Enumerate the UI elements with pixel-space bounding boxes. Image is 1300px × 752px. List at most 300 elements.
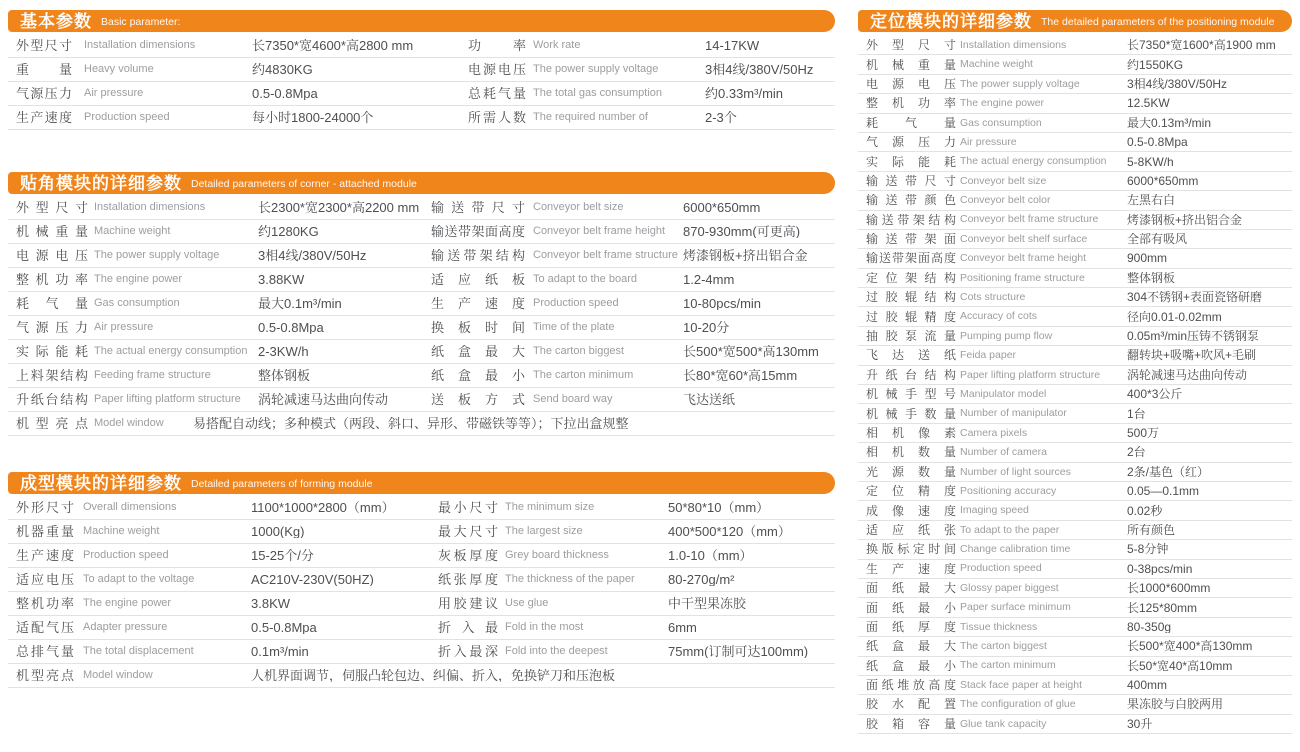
- param-label-en: Paper lifting platform structure: [960, 369, 1101, 381]
- param-value: 最大0.1m³/min: [258, 297, 342, 310]
- param-value: 涡轮减速马达曲向传动: [1127, 368, 1248, 381]
- table-row: [460, 34, 835, 58]
- section-title-cn: 基本参数: [20, 11, 92, 31]
- table-row: [858, 560, 1292, 579]
- param-label-en: Conveyor belt frame height: [960, 253, 1087, 264]
- section-title-cn: 贴角模块的详细参数: [20, 173, 182, 193]
- table-row: [858, 482, 1292, 501]
- param-label-en: Send board way: [533, 394, 613, 405]
- table-row: [423, 196, 835, 220]
- param-value: 3.8KW: [251, 597, 291, 610]
- param-label-cn: 整机功率: [16, 597, 74, 610]
- section-title-en: Detailed parameters of forming module: [191, 478, 373, 490]
- param-label-cn: 面纸最小: [866, 601, 956, 614]
- param-value: 约1280KG: [258, 225, 319, 238]
- param-label-en: The minimum size: [505, 502, 595, 513]
- param-value: 10-80pcs/min: [683, 297, 762, 310]
- section-title-en: Basic parameter:: [101, 16, 181, 28]
- param-label-en: Model window: [94, 418, 164, 429]
- param-value: 500万: [1127, 427, 1160, 439]
- param-value: 长125*80mm: [1127, 601, 1198, 614]
- table-row: [858, 385, 1292, 404]
- param-label-en: The carton minimum: [960, 660, 1056, 671]
- param-label-en: Machine weight: [94, 226, 171, 237]
- param-label-cn: 输送带架面高度: [431, 225, 525, 238]
- param-label-cn: 外型尺寸: [16, 39, 72, 52]
- param-label-en: Conveyor belt color: [960, 195, 1051, 206]
- section-header-forming: [8, 472, 835, 494]
- param-label-en: Glossy paper biggest: [960, 582, 1059, 594]
- table-row: [858, 249, 1292, 268]
- basic-rows: [8, 34, 835, 130]
- param-label-en: Production speed: [84, 112, 170, 123]
- param-value: 长80*宽60*高15mm: [683, 369, 798, 382]
- param-label-cn: 外型尺寸: [16, 201, 88, 214]
- table-row: [8, 58, 460, 82]
- param-label-en: Use glue: [505, 598, 549, 609]
- param-label-cn: 适应纸板: [431, 273, 525, 286]
- table-row: [858, 346, 1292, 365]
- table-row: [8, 316, 423, 340]
- table-row: [858, 191, 1292, 210]
- param-label-cn: 上料架结构: [16, 369, 88, 382]
- param-label-en: The total gas consumption: [533, 88, 663, 99]
- param-value: 12.5KW: [1127, 97, 1170, 110]
- param-value: 5-8KW/h: [1127, 155, 1174, 168]
- param-label-cn: 电源电压: [16, 249, 88, 262]
- table-row: [858, 637, 1292, 656]
- param-label-en: Conveyor belt frame height: [533, 226, 666, 237]
- param-label-cn: 电源电压: [468, 63, 526, 76]
- param-label-en: Accuracy of cots: [960, 311, 1038, 322]
- param-label-en: Model window: [83, 670, 153, 681]
- param-label-en: Machine weight: [83, 526, 160, 537]
- param-label-cn: 气源压力: [16, 87, 72, 100]
- param-label-en: Conveyor belt frame structure: [960, 214, 1099, 225]
- param-value: 14-17KW: [705, 39, 760, 52]
- param-value: 长7350*宽4600*高2800 mm: [252, 39, 414, 52]
- param-label-en: Work rate: [533, 40, 581, 51]
- param-label-en: Feida paper: [960, 350, 1017, 361]
- param-label-cn: 定位精度: [866, 485, 956, 498]
- table-row: [858, 404, 1292, 423]
- table-row: [430, 496, 835, 520]
- param-label-cn: 气源压力: [16, 321, 88, 334]
- param-value: 涡轮减速马达曲向传动: [258, 393, 389, 406]
- table-row: [8, 520, 430, 544]
- param-label-cn: 纸盒最大: [431, 345, 525, 358]
- param-label-cn: 机械手数量: [866, 407, 956, 420]
- table-row: [423, 388, 835, 412]
- param-value: 304不锈钢+表面瓷铬研磨: [1127, 291, 1263, 304]
- param-label-cn: 生产速度: [431, 297, 525, 310]
- param-value: 3.88KW: [258, 273, 305, 286]
- param-label-en: Installation dimensions: [84, 40, 196, 51]
- param-value: 30升: [1127, 717, 1153, 730]
- param-label-cn: 成像速度: [866, 504, 956, 517]
- table-row: [423, 268, 835, 292]
- param-label-en: Installation dimensions: [94, 202, 206, 213]
- param-label-en: Production speed: [960, 563, 1042, 574]
- table-row: [858, 288, 1292, 307]
- table-row: [858, 94, 1292, 113]
- param-label-cn: 面纸最大: [866, 582, 956, 595]
- table-row: [858, 598, 1292, 617]
- param-label-cn: 机械重量: [16, 225, 88, 238]
- basic-rows-right: [460, 34, 835, 130]
- table-row: [858, 36, 1292, 55]
- param-label-cn: 输送带架面: [866, 233, 956, 246]
- param-label-en: The carton biggest: [960, 641, 1047, 652]
- param-label-en: The actual energy consumption: [960, 156, 1107, 167]
- param-value: 75mm(订制可达100mm): [668, 645, 809, 658]
- param-label-cn: 相机像素: [866, 427, 956, 439]
- table-row: [423, 220, 835, 244]
- table-row: [8, 34, 460, 58]
- param-label-en: Conveyor belt size: [533, 202, 624, 213]
- table-row: [858, 501, 1292, 520]
- param-value: 整体钢板: [258, 369, 311, 382]
- param-label-en: Pumping pump flow: [960, 330, 1053, 342]
- param-value: 2-3KW/h: [258, 345, 309, 358]
- param-label-cn: 实际能耗: [866, 155, 956, 168]
- param-label-cn: 送板方式: [431, 393, 525, 406]
- param-value: 最大0.13m³/min: [1127, 116, 1212, 129]
- param-label-cn: 输送带颜色: [866, 194, 956, 207]
- left-column: [8, 10, 835, 742]
- section-basic-parameters: [8, 10, 835, 130]
- table-row: [430, 616, 835, 640]
- param-label-cn: 整机功率: [866, 97, 956, 110]
- table-row: [858, 114, 1292, 133]
- param-label-en: Air pressure: [94, 322, 154, 333]
- param-label-cn: 耗气量: [866, 116, 956, 129]
- param-label-en: Gas consumption: [94, 298, 180, 309]
- table-row: [460, 82, 835, 106]
- param-label-en: The configuration of glue: [960, 699, 1076, 710]
- param-label-cn: 机械手型号: [866, 388, 956, 401]
- param-label-en: Adapter pressure: [83, 622, 168, 633]
- param-value: 所有颜色: [1127, 523, 1176, 536]
- param-value: 翻转块+吸嘴+吹风+毛刷: [1127, 349, 1257, 362]
- param-label-cn: 外型尺寸: [866, 39, 956, 52]
- param-label-cn: 升纸台结构: [866, 368, 956, 381]
- param-value: 0.1m³/min: [251, 645, 309, 658]
- param-value: 烤漆钢板+挤出铝合金: [1127, 213, 1243, 226]
- param-label-en: Conveyor belt shelf surface: [960, 233, 1088, 245]
- param-value: 15-25个/分: [251, 549, 314, 562]
- table-row: [8, 388, 423, 412]
- param-label-cn: 胶箱容量: [866, 717, 956, 730]
- table-row: [858, 521, 1292, 540]
- param-label-en: Positioning frame structure: [960, 272, 1085, 284]
- param-value: 飞达送纸: [683, 393, 736, 406]
- param-label-cn: 过胶辊结构: [866, 291, 956, 304]
- param-value: 1100*1000*2800（mm）: [251, 501, 395, 514]
- table-row: [430, 592, 835, 616]
- param-label-cn: 输送带尺寸: [431, 201, 525, 214]
- param-label-cn: 纸盒最大: [866, 640, 956, 653]
- param-label-cn: 纸盒最小: [866, 659, 956, 672]
- param-label-en: The engine power: [94, 274, 183, 285]
- param-label-en: Fold into the deepest: [505, 646, 608, 657]
- param-value: 整体钢板: [1127, 271, 1176, 284]
- corner-rows: [8, 196, 835, 412]
- table-row: [8, 592, 430, 616]
- param-label-en: The power supply voltage: [960, 78, 1080, 90]
- param-label-cn: 电源电压: [866, 77, 956, 90]
- table-row: [858, 211, 1292, 230]
- param-value: 10-20分: [683, 321, 730, 334]
- table-row: [8, 544, 430, 568]
- param-value: 870-930mm(可更高): [683, 225, 801, 238]
- param-label-cn: 升纸台结构: [16, 393, 88, 406]
- param-value: 约0.33m³/min: [705, 87, 784, 100]
- table-row: [423, 292, 835, 316]
- table-row: [858, 172, 1292, 191]
- section-title-en: The detailed parameters of the positioning module: [1041, 16, 1275, 28]
- param-value: 每小时1800-24000个: [252, 111, 374, 124]
- param-label-cn: 实际能耗: [16, 345, 88, 358]
- param-label-cn: 生产速度: [16, 111, 72, 124]
- table-row: [858, 75, 1292, 94]
- param-label-en: Overall dimensions: [83, 502, 177, 513]
- param-value: 400*500*120（mm）: [668, 525, 791, 538]
- param-label-cn: 输送带架结构: [431, 249, 525, 262]
- section-positioning-module: [858, 10, 1292, 734]
- param-label-en: Gas consumption: [960, 117, 1042, 128]
- param-value: 长7350*宽1600*高1900 mm: [1127, 39, 1276, 52]
- param-value: AC210V-230V(50HZ): [251, 573, 374, 586]
- param-value: 3相4线/380V/50Hz: [705, 63, 814, 76]
- param-label-cn: 耗气量: [16, 297, 88, 310]
- param-label-cn: 总排气量: [16, 645, 74, 658]
- table-row: [423, 316, 835, 340]
- param-label-en: Imaging speed: [960, 505, 1029, 516]
- table-row: [8, 268, 423, 292]
- param-label-en: The thickness of the paper: [505, 574, 635, 585]
- param-value: 80-270g/m²: [668, 573, 735, 586]
- param-label-en: Number of manipulator: [960, 408, 1067, 419]
- table-row: [8, 664, 835, 688]
- right-column: [858, 10, 1292, 742]
- param-label-cn: 机型亮点: [16, 417, 88, 430]
- section-header-positioning: [858, 10, 1292, 32]
- param-label-cn: 胶水配置: [866, 698, 956, 711]
- corner-rows-left: [8, 196, 423, 412]
- param-label-en: The power supply voltage: [533, 64, 659, 75]
- section-corner-module: [8, 172, 835, 436]
- table-row: [858, 424, 1292, 443]
- param-label-cn: 最大尺寸: [438, 525, 498, 538]
- param-label-en: Air pressure: [960, 136, 1017, 148]
- table-row: [858, 55, 1292, 74]
- table-row: [8, 244, 423, 268]
- param-label-en: The engine power: [83, 598, 172, 609]
- param-label-cn: 总耗气量: [468, 87, 526, 100]
- table-row: [430, 640, 835, 664]
- param-label-en: Camera pixels: [960, 427, 1028, 439]
- table-row: [430, 568, 835, 592]
- corner-rows-right: [423, 196, 835, 412]
- param-label-en: Number of camera: [960, 447, 1047, 458]
- param-label-cn: 功率: [468, 39, 526, 52]
- table-row: [858, 695, 1292, 714]
- section-title-cn: 成型模块的详细参数: [20, 473, 182, 493]
- param-value: 0.05—0.1mm: [1127, 485, 1200, 498]
- param-label-cn: 生产速度: [866, 562, 956, 575]
- param-label-en: Time of the plate: [533, 322, 615, 333]
- param-label-en: Paper lifting platform structure: [94, 394, 241, 405]
- table-row: [8, 106, 460, 130]
- param-label-cn: 面纸厚度: [866, 620, 956, 633]
- param-label-cn: 灰板厚度: [438, 549, 498, 562]
- param-value: 900mm: [1127, 252, 1168, 265]
- param-value: 2条/基色（红）: [1127, 465, 1210, 478]
- section-header-basic: [8, 10, 835, 32]
- param-value: 烤漆钢板+挤出铝合金: [683, 249, 808, 262]
- param-label-en: To adapt to the board: [533, 274, 637, 285]
- param-label-cn: 过胶辊精度: [866, 310, 956, 323]
- param-value: 果冻胶与白胶两用: [1127, 698, 1224, 711]
- param-label-cn: 机器重量: [16, 525, 74, 538]
- param-label-en: The carton biggest: [533, 346, 625, 357]
- section-header-corner: [8, 172, 835, 194]
- param-value: 0.5-0.8Mpa: [251, 621, 317, 634]
- param-label-cn: 整机功率: [16, 273, 88, 286]
- table-row: [423, 364, 835, 388]
- param-value: 400*3公斤: [1127, 388, 1183, 401]
- param-value: 6mm: [668, 621, 697, 634]
- param-label-en: Change calibration time: [960, 544, 1071, 555]
- param-label-en: The largest size: [505, 526, 583, 537]
- param-label-en: The total displacement: [83, 646, 194, 657]
- table-row: [8, 196, 423, 220]
- param-label-cn: 光源数量: [866, 465, 956, 478]
- table-row: [430, 544, 835, 568]
- basic-rows-left: [8, 34, 460, 130]
- param-label-cn: 纸盒最小: [431, 369, 525, 382]
- table-row: [8, 82, 460, 106]
- param-value: 1000(Kg): [251, 525, 305, 538]
- table-row: [423, 340, 835, 364]
- table-row: [8, 568, 430, 592]
- param-label-cn: 所需人数: [468, 111, 526, 124]
- table-row: [423, 244, 835, 268]
- param-label-cn: 定位架结构: [866, 271, 956, 284]
- param-label-cn: 输送带架面高度: [866, 252, 956, 265]
- param-label-cn: 重量: [16, 63, 72, 76]
- param-label-en: Fold in the most: [505, 622, 584, 633]
- param-label-en: Conveyor belt size: [960, 175, 1047, 187]
- table-row: [8, 496, 430, 520]
- param-label-en: Installation dimensions: [960, 39, 1067, 51]
- param-value: 中干型果冻胶: [668, 597, 747, 610]
- table-row: [8, 640, 430, 664]
- param-label-en: The required number of: [533, 112, 648, 123]
- param-value: 长1000*600mm: [1127, 582, 1211, 595]
- table-row: [8, 220, 423, 244]
- table-row: [8, 340, 423, 364]
- table-row: [460, 58, 835, 82]
- param-label-en: Positioning accuracy: [960, 485, 1057, 497]
- param-label-en: Glue tank capacity: [960, 718, 1047, 730]
- param-value: 6000*650mm: [1127, 174, 1199, 187]
- table-row: [858, 657, 1292, 676]
- param-value: 2台: [1127, 446, 1146, 459]
- param-value: 左黑右白: [1127, 194, 1176, 207]
- param-label-en: Cots structure: [960, 292, 1026, 303]
- param-value: 全部有吸风: [1127, 233, 1188, 246]
- param-value: 长500*宽500*高130mm: [683, 345, 819, 358]
- param-label-en: Paper surface minimum: [960, 602, 1071, 613]
- param-label-cn: 面纸堆放高度: [866, 679, 956, 692]
- param-label-en: Stack face paper at height: [960, 679, 1082, 691]
- param-label-cn: 气源压力: [866, 136, 956, 149]
- param-label-cn: 换板时间: [431, 321, 525, 334]
- table-row: [858, 463, 1292, 482]
- param-label-en: Machine weight: [960, 59, 1033, 70]
- param-value: 6000*650mm: [683, 201, 761, 214]
- param-value: 长500*宽400*高130mm: [1127, 640, 1253, 653]
- param-value: 长2300*宽2300*高2200 mm: [258, 201, 420, 214]
- table-row: [460, 106, 835, 130]
- param-label-cn: 输送带架结构: [866, 213, 956, 226]
- param-value: 0-38pcs/min: [1127, 562, 1193, 575]
- forming-rows: [8, 496, 835, 664]
- param-value: 400mm: [1127, 679, 1168, 692]
- param-label-en: Heavy volume: [84, 64, 154, 75]
- param-label-en: Production speed: [533, 298, 619, 309]
- table-row: [858, 618, 1292, 637]
- param-label-cn: 纸张厚度: [438, 573, 498, 586]
- param-label-en: Tissue thickness: [960, 621, 1038, 633]
- param-value: 0.05m³/min压铸不锈钢泵: [1127, 330, 1260, 343]
- table-row: [8, 616, 430, 640]
- section-title-en: Detailed parameters of corner - attached module: [191, 178, 417, 190]
- param-value: 50*80*10（mm）: [668, 501, 770, 514]
- param-label-cn: 适配气压: [16, 621, 74, 634]
- param-value: 2-3个: [705, 111, 737, 124]
- param-value: 0.5-0.8Mpa: [258, 321, 324, 334]
- param-label-cn: 适应电压: [16, 573, 74, 586]
- param-label-cn: 飞达送纸: [866, 349, 956, 362]
- param-value: 0.5-0.8Mpa: [252, 87, 318, 100]
- param-value: 80-350g: [1127, 620, 1172, 633]
- param-value: 0.02秒: [1127, 504, 1163, 517]
- param-label-cn: 最小尺寸: [438, 501, 498, 514]
- param-label-cn: 外形尺寸: [16, 501, 74, 514]
- param-label-en: Feeding frame structure: [94, 370, 211, 381]
- table-row: [858, 230, 1292, 249]
- table-row: [8, 364, 423, 388]
- param-value: 5-8分钟: [1127, 543, 1169, 556]
- param-label-en: Production speed: [83, 550, 169, 561]
- param-label-cn: 相机数量: [866, 446, 956, 459]
- table-row: [858, 676, 1292, 695]
- param-label-cn: 用胶建议: [438, 597, 498, 610]
- param-label-en: To adapt to the paper: [960, 524, 1060, 536]
- section-title-cn: 定位模块的详细参数: [870, 11, 1032, 31]
- param-label-cn: 输送带尺寸: [866, 174, 956, 187]
- param-label-en: Conveyor belt frame structure: [533, 250, 678, 261]
- param-value: 3相4线/380V/50Hz: [258, 249, 367, 262]
- param-value: 约1550KG: [1127, 58, 1184, 71]
- table-row: [858, 327, 1292, 346]
- param-value: 0.5-0.8Mpa: [1127, 136, 1188, 149]
- corner-rows-full: [8, 412, 835, 436]
- table-row: [858, 366, 1292, 385]
